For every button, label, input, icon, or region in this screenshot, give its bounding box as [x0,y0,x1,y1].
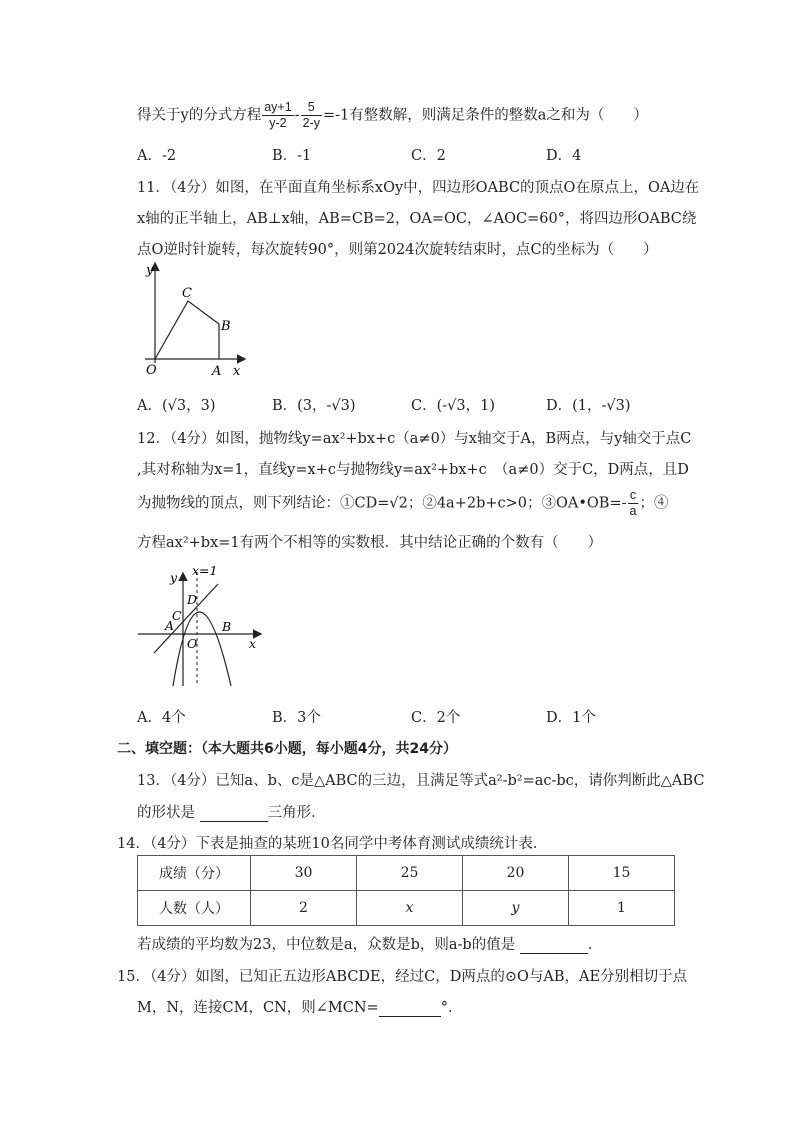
q12-option-a[interactable]: A．4个 [137,710,186,726]
q10-stem [137,100,648,131]
q15-answer-blank[interactable] [379,1000,441,1017]
q14-score-cell: 20 [463,856,569,891]
q14-score-cell: 15 [569,856,675,891]
q14-line-1: 14．（4分）下表是抽查的某班10名同学中考体育测试成绩统计表． [117,836,548,852]
q14-count-cell: x [357,891,463,926]
q12-label-y: y [170,570,178,585]
q12-label-c: C [172,608,182,623]
q14-row-header-count: 人数（人） [138,891,251,926]
q11-line-3: 点O逆时针旋转，每次旋转90°，则第2024次旋转结束时，点C的坐标为（ ） [137,242,658,258]
q11-line-2: x轴的正半轴上，AB⊥x轴，AB=CB=2，OA=OC，∠AOC=60°，将四边形OABC绕 [137,211,697,227]
q11-option-c[interactable]: C．(-√3，1) [411,398,495,414]
q10-option-a[interactable]: A．-2 [137,148,177,164]
q12-label-a: A [165,618,175,633]
q14-line-2-post: ． [587,937,603,953]
q11-label-b: B [221,319,231,334]
q12-label-x: x [249,636,257,651]
q12-option-d[interactable]: D．1个 [546,710,596,726]
q12-option-b[interactable]: B．3个 [272,710,321,726]
q13-line-2 [137,801,326,822]
q12-label-axis-line: x=1 [192,563,218,578]
q12-option-c[interactable]: C．2个 [411,710,461,726]
q13-line-2-post: 三角形． [267,805,326,821]
q15-line-2-pre: M，N，连接CM，CN，则∠MCN= [137,1000,379,1016]
q12-label-b: B [222,619,232,634]
q11-line-1: 11．（4分）如图，在平面直角坐标系xOy中，四边形OABC的顶点O在原点上，OA边在 [137,180,700,196]
q11-label-o: O [146,363,157,378]
q12-line-3-post: ；④ [639,495,669,512]
q10-option-b[interactable]: B．-1 [272,148,312,164]
q10-option-d[interactable]: D．4 [546,148,582,164]
q15-line-1: 15．（4分）如图，已知正五边形ABCDE，经过C，D两点的⊙O与AB，AE分别相切于点 [117,969,688,985]
q11-option-b[interactable]: B．(3，-√3) [272,398,356,414]
q10-minus: - [294,107,300,124]
q13-answer-blank[interactable] [200,805,268,822]
q10-fraction-1: $\frac{ay+1}{y-2}$ [264,100,292,130]
q12-line-3 [137,488,668,519]
q11-label-x: x [233,364,241,379]
q10-tail: 有整数解，则满足条件的整数a之和为（ ） [349,107,648,124]
q14-count-cell: 1 [569,891,675,926]
q11-label-y: y [146,263,154,278]
q12-line-3-pre: 为抛物线的顶点，则下列结论：①CD=√2；②4a+2b+c>0；③OA•OB=- [137,495,627,512]
q14-count-cell: y [463,891,569,926]
q15-line-2 [137,996,462,1017]
q12-label-d: D [187,592,198,607]
q10-lead: 得关于y的分式方程 [137,107,262,124]
table-row [138,856,675,891]
q12-line-1: 12．（4分）如图，抛物线y=ax²+bx+c（a≠0）与x轴交于A，B两点，与y轴交于点C [137,431,692,447]
q10-eq-tail: =-1 [322,107,350,124]
q12-line-2: ,其对称轴为x=1，直线y=x+c与抛物线y=ax²+bx+c （a≠0）交于C，D两点，且D [137,462,689,478]
table-row [138,891,675,926]
q15-line-2-post: °． [440,1000,463,1016]
q14-line-2 [137,933,602,954]
q12-figure [130,560,270,690]
q11-figure [130,258,260,383]
q12-label-o: O [187,636,198,651]
q14-score-cell: 30 [251,856,357,891]
q12-line-4: 方程ax²+bx=1有两个不相等的实数根．其中结论正确的个数有（ ） [137,535,603,551]
q11-label-c: C [182,286,192,301]
q13-line-1: 13．（4分）已知a、b、c是△ABC的三边，且满足等式a²-b²=ac-bc，请你判断此△ABC [137,773,705,789]
q11-option-a[interactable]: A．(√3，3) [137,398,216,414]
q14-count-cell: 2 [251,891,357,926]
q14-score-table [137,855,675,926]
q14-row-header-score: 成绩（分） [138,856,251,891]
q10-option-c[interactable]: C．2 [411,148,446,164]
q12-fraction: $\frac{c}{a}$ [629,488,637,518]
q13-line-2-pre: 的形状是 [137,805,195,821]
q11-option-d[interactable]: D．(1，-√3) [546,398,631,414]
q14-line-2-pre: 若成绩的平均数为23，中位数是a，众数是b，则a-b的值是 [137,937,516,953]
q11-quadrilateral [155,301,219,359]
q11-label-a: A [212,364,222,379]
section-2-title: 二、填空题：（本大题共6小题，每小题4分，共24分） [117,741,457,757]
q10-fraction-2: $\frac{5}{2-y}$ [302,100,320,130]
q14-score-cell: 25 [357,856,463,891]
q14-answer-blank[interactable] [520,937,588,954]
